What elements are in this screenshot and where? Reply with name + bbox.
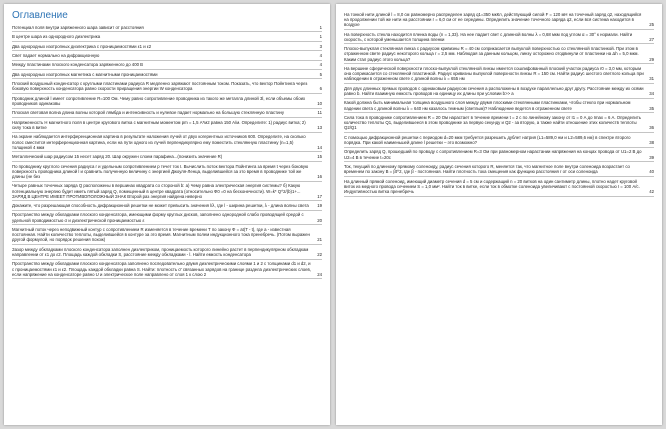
toc-entry[interactable] [12,109,322,118]
toc-entry[interactable] [344,84,654,99]
toc-entry-text[interactable]: На экране наблюдается интерференционная картина в результате наложения лучей от двух когерентных источников 600. Определите, на сколько полос сместится интерференционная картина, если на пути одного из лучей перпендикулярно ему поместить стеклянную пластинку (n=1,5) толщиной 4 мкм [12,134,306,150]
toc-entry-text[interactable]: На поверхность стекла находится пленка воды (n = 1,33). На нее падает свет с длинной волны λ = 0,68 мкм под углом α = 30° к нормали. Найти скорость, с которой уменьшается толщина пленки [344,31,633,42]
toc-entry-page-number: 15 [317,154,322,160]
toc-entry-page-number: 38 [649,139,654,145]
toc-entry-page-number: 40 [649,169,654,175]
toc-entry-page-number: 17 [317,193,322,199]
toc-entry-text[interactable]: С помощью дифракционной решетки с периодом d=20 мкм требуется разрешить дублет натрия (L1=589,0 нм и L2=589,6 нм) в спектре второго порядка. При какой наименьшей длине l решетки – это возможно? [344,134,631,145]
toc-entry-page-number: 11 [317,110,322,116]
toc-entry-text[interactable]: Определить заряд Q, прошедший по проводу с сопротивлением R=3 Ом при равномерном нарастании напряжения на концах провода от U1=2 В до U2=4 В в течение t=20с [344,149,642,160]
toc-entry-page-number: 22 [317,252,322,258]
toc-entry-text[interactable]: Пространство между обкладками плоского конденсатора, имеющими форму круглых дисков, заполнено однородной слабо проводящей средой с удельной проводимостью σ и диэлектрической проницаемостью ε [12,212,304,223]
toc-entry-page-number: 4 [319,52,322,58]
toc-entry[interactable] [344,30,654,45]
toc-entry[interactable] [344,148,654,163]
toc-entry-page-number: 21 [317,237,322,243]
toc-entry[interactable] [12,42,322,51]
toc-entry-text[interactable]: Два однородных изотропных магнетика с магнитными проницаемостями [12,71,158,77]
toc-entry-page-number: 14 [317,144,322,150]
toc-entry[interactable] [12,79,322,94]
toc-entry[interactable] [12,211,322,226]
toc-entry[interactable] [344,64,654,84]
document-page-left [4,4,330,425]
toc-entry-text[interactable]: В центре шара из однородного диэлектрика [12,34,101,40]
toc-entry-text[interactable]: Плоский воздушный конденсатор с круглыми пластинами радиуса R медленно заряжают постоянным током. Показать, что вектор Пойнтинга через боковую поверхность конденсатора равно скорости приращения энергии W конденсатора [12,81,308,92]
toc-entry-page-number: 16 [317,173,322,179]
toc-entry-page-number: 42 [649,188,654,194]
toc-entry-page-number: 6 [319,86,322,92]
toc-entry-text[interactable]: Четыре равных точечных заряда Q расположены в вершинах квадрата со стороной b: а) Чему равна электрическая энергия системы? б) Какую потенциальную энергию будет иметь пятый заряд Q, помещенный в центре квадрата (относительно Ф0 =0 на бесконечности). W=k* Q^2/(b)1+... ЗАРЯД В ЦЕНТРЕ ИМЕЕТ ПРОТИВОПОЛОЖНЫЙ ЗНАК Второй раз энергия найдена неверно [12,183,301,199]
toc-entry[interactable] [344,113,654,133]
toc-entry-text[interactable]: Пространство между обкладками плоского конденсатора заполнено последовательно двумя диэлектрическими слоями 1 и 2 с толщинами d1 и d2, и с проницаемостями ε1 и ε2. Площадь каждой обкладки равна S. Найти: плотность σ' связанных зарядов на границе раздела диэлектрических слоев, если напряжение на конденсаторе равно U и электрическое поле направлено от слоя 1 к слою 2 [12,261,312,277]
toc-entry[interactable] [12,201,322,210]
toc-entry[interactable] [12,162,322,182]
toc-entry-page-number: 29 [649,56,654,62]
toc-entry-text[interactable]: Магнитный поток через неподвижный контур с сопротивлением R изменяется в течение времени Т по закону Ф = at(T - t), где a - известная постоянная. Найти количество теплоты, выделившейся в контуре за это время. Магнитным полем индукционного тока пренебречь. (Потом выражен другой формулой, но порядок решения похож) [12,227,310,243]
toc-entry-text[interactable]: Зазор между обкладками плоского конденсатора заполнен диэлектриком, проницаемость которого линейно растет в перпендикулярном обкладкам направлении от ε1 до ε2. Площадь каждой обкладки S, расстояние между обкладками - l. Найти емкость конденсатора [12,246,309,258]
toc-entry-text[interactable]: Два однородных изотропных диэлектрика с проницаемостями ε1 и ε2 [12,43,152,49]
toc-entry-text[interactable]: Металлический шар радиусом 15 несет заряд 20. Шар окружен слоем парафина...(понизить значение R) [12,154,223,160]
toc-entry-page-number: 3 [319,43,322,49]
toc-entry-page-number: 36 [649,125,654,131]
toc-entry-page-number: 1 [319,34,322,40]
toc-entry[interactable] [12,118,322,133]
toc-entry-page-number: 35 [649,105,654,111]
toc-entry-text[interactable]: Между пластинами плоского конденсатора заряженного до 400 В [12,62,144,68]
toc-entry[interactable] [344,99,654,114]
toc-entry-text[interactable]: Плоско-выпуклая стеклянная линза с радиусом кривизны R = 40 см соприкасается выпуклой поверхностью со стеклянной пластинкой. При этом в отраженном свете радиус некоторого кольца r = 2,5 мм. Наблюдая за данным кольцом, линзу осторожно отодвинули от пластинки на Δh = 5,0 мкм. Каким стал радиус этого кольца? [344,46,639,62]
toc-entry[interactable] [344,177,654,197]
toc-entry-page-number: 5 [319,71,322,77]
toc-entry-text[interactable]: На длинный прямой соленоид, имеющий диаметр сечения d = 5 см и содержащий n = 20 витков на один сантиметр длины, плотно надет круговой виток из медного провода сечением S = 1,0 мм². Найти ток в витке, если ток в обмотке соленоида увеличивают с постоянной скоростью I = 100 А/с. Индуктивностью витка пренебречь [344,178,640,194]
toc-entry[interactable] [12,133,322,153]
toc-entry[interactable] [12,260,322,280]
toc-entry-text[interactable]: Напряженность Н магнитного поля в центре кругового витка с магнитным моментом pm = 1,5 А*м2 равна 150 А/м. Определите: 1) радиус витка; 2) силу тока в витке [12,119,306,130]
document-page-right [336,4,662,425]
toc-entry[interactable] [344,162,654,177]
toc-list-left [12,23,322,279]
toc-entry-page-number: 20 [317,217,322,223]
toc-entry-text[interactable]: На вершине сферической поверхности плоско-выпуклой стеклянной линзы имеется сошлифованный плоский участок радиуса r0 = 3,0 мм, которым она соприкасается со стеклянной пластинкой. Радиус кривизны выпуклой поверхности линзы R = 150 см. Найти радиус шестого светлого кольца при наблюдении в отраженном свете с длиной волны λ = 655 нм [344,65,644,82]
toc-entry[interactable] [344,133,654,148]
toc-entry[interactable] [12,61,322,70]
toc-entry-page-number: 39 [649,154,654,160]
toc-entry-text[interactable]: Докажите, что разрешающая способность дифракционной решетки не может превысить значения l/λ, где l - ширина решетки, λ - длина волны света [12,203,309,209]
toc-entry[interactable] [12,225,322,245]
toc-entry-text[interactable]: На тонкой нити длиной l = 8,0 см равномерно распределен заряд q1=350 мкКл, действующий силой F = 120 мН на точечный заряд q2, находящийся на продолжении той же нити на расстоянии r = 6,0 см от ее середины. Определить значение точечного заряда q2, если вся система находится в воздухе [344,11,642,28]
toc-entry-text[interactable]: Свет падает нормально на дифракционную [12,52,100,58]
toc-entry-page-number: 27 [649,36,654,42]
toc-entry[interactable] [12,152,322,161]
toc-entry-text[interactable]: Проводник длиной l имеет сопротивление R=100 Ом. Чему равно сопротивление проводника из такого же металла длиной 3l, если объемы обоих проводников одинаковы [12,95,306,106]
toc-list-right [344,10,654,197]
toc-entry[interactable] [344,10,654,30]
toc-entry[interactable] [344,44,654,64]
toc-entry-text[interactable]: Потенциал поля внутри заряженного шара зависит от расстояния [12,24,144,30]
toc-entry-page-number: 34 [649,90,654,96]
toc-entry-page-number: 13 [317,124,322,130]
toc-entry[interactable] [12,51,322,60]
toc-entry[interactable] [12,70,322,79]
toc-entry[interactable] [12,32,322,41]
toc-entry-text[interactable]: Сила тока в проводнике сопротивлением R = 20 Ом нарастает в течение времени t = 2 с по линейному закону от I1 = 0 А до Imax = 6 А. Определить количество теплоты Q1, выделившееся в этом проводнике за первую секунду и Q2 - за вторую, а также найти отношение этих количеств теплоты Q2/Q1 [344,114,642,131]
toc-entry-page-number: 31 [649,76,654,82]
toc-entry-page-number: 4 [319,62,322,68]
toc-entry-text[interactable]: Для двух длинных прямых проводов с одинаковым радиусом сечения а расположены в воздухе параллельно друг другу. Расстояние между их осями равно b. Найти взаимную емкость проводов на единицу их длины при условии b>> a [344,85,644,96]
toc-entry-text[interactable]: Ток, текущий по длинному прямому соленоиду, радиус сечения которого R, меняется так, что магнитное поле внутри соленоида возрастает со временем по закону B = βt^2, где β - постоянная. Найти плотность тока смещения как функцию расстояния r от оси соленоида [344,163,630,175]
toc-entry-page-number: 25 [649,22,654,28]
toc-entry-text[interactable]: По проводнику круглого сечения радиуса r и удельным сопротивлением р течет ток I. Вычислить поток вектора Пойнтинга за время t через боковую поверхность проводника длиной l и сравнить полученную величину с энергией Джоуля-Ленца, выделившейся за это время в проводнике той же длины (не без [12,163,309,179]
toc-heading: Оглавление [12,10,68,21]
toc-entry-page-number: 1 [319,24,322,30]
toc-entry-page-number: 19 [317,203,322,209]
toc-entry-page-number: 24 [317,271,322,277]
toc-entry[interactable] [12,245,322,260]
toc-entry-text[interactable]: Плоская световая волна длина волны которой лямбда и интенсивность и нулевое падает нормально на большую стеклянную пластину [12,110,285,116]
toc-entry[interactable] [12,23,322,32]
toc-entry-text[interactable]: Какой должна быть минимальная толщина воздушного слоя между двумя плоскими стеклянными пластинками, чтобы стекло при нормальном падении света с длиной волны λ = 640 нм казалось темным (светлым)? Наблюдение ведется в отраженном свете [344,100,631,111]
toc-entry[interactable] [12,182,322,202]
toc-entry-page-number: 10 [317,100,322,106]
toc-entry[interactable] [12,94,322,109]
